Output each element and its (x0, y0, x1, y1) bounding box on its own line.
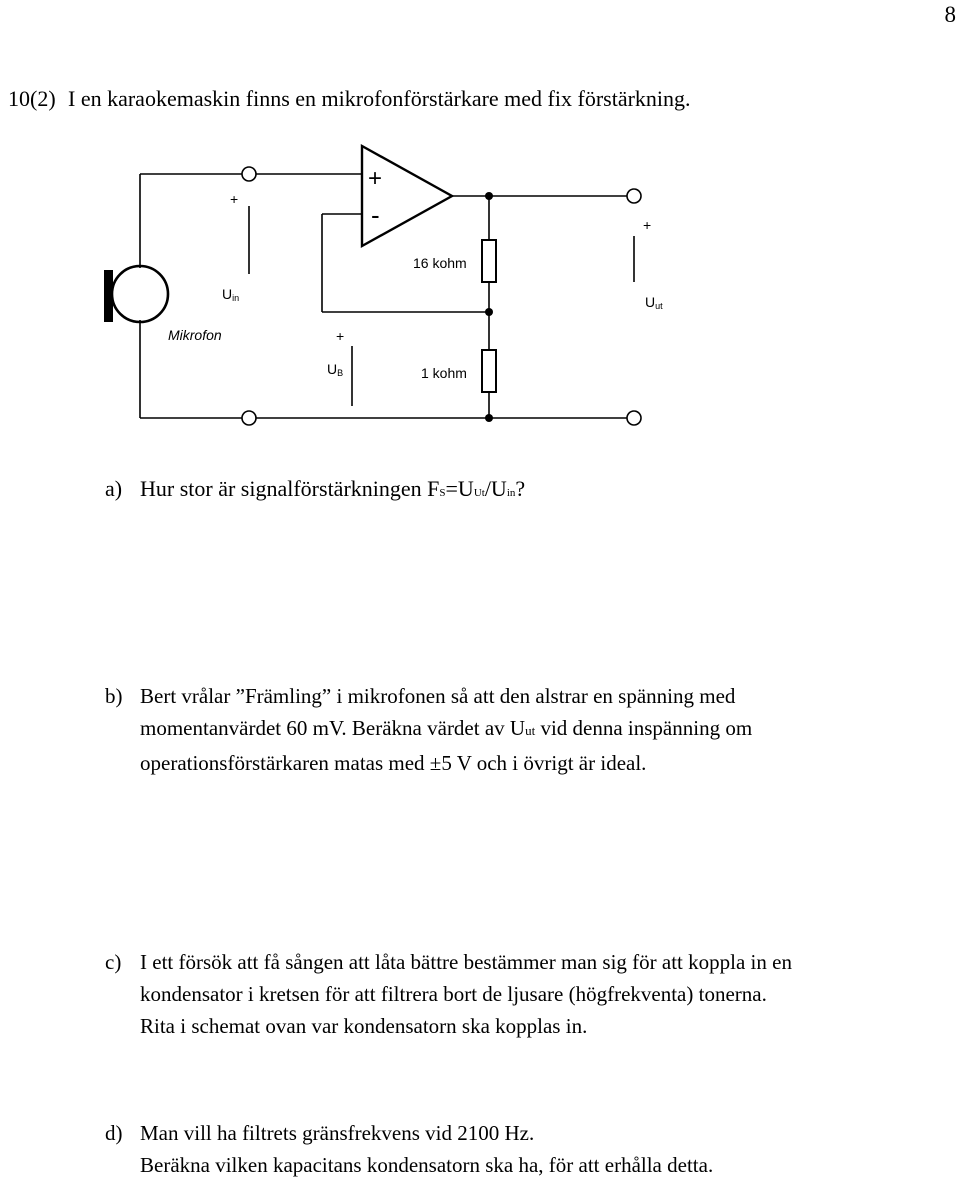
terminal-uut-bottom (627, 411, 641, 425)
part-a-text-mid2: /U (484, 476, 507, 501)
part-c-label: c) (105, 950, 122, 974)
terminal-uin-bottom (242, 411, 256, 425)
opamp-minus-label: - (371, 200, 380, 230)
terminal-uut-top (627, 189, 641, 203)
uin-label: Uin (222, 286, 240, 303)
circuit-diagram (0, 140, 960, 440)
junction-dot-divider (485, 308, 493, 316)
part-b-label: b) (105, 684, 123, 708)
part-d (105, 1117, 713, 1181)
uin-plus-label: + (230, 191, 239, 207)
junction-dot-output (485, 192, 493, 200)
part-a-sub-ut: Ut (473, 487, 485, 499)
part-a-sub-in: in (506, 487, 516, 499)
resistor-1k (482, 350, 496, 392)
opamp-triangle (362, 146, 452, 246)
part-a-text-post: ? (515, 476, 526, 501)
part-b-line2-post: vid denna inspänning om (535, 716, 753, 740)
ub-plus-label: + (336, 328, 345, 344)
question-heading (8, 86, 691, 112)
part-b-line2-sub: ut (525, 723, 536, 738)
part-c (105, 946, 792, 1042)
part-d-line1: Man vill ha filtrets gränsfrekvens vid 2100 Hz. (140, 1121, 535, 1145)
part-d-line2: Beräkna vilken kapacitans kondensatorn ska ha, för att erhålla detta. (140, 1153, 714, 1177)
part-c-line1: I ett försök att få sången att låta bättre bestämmer man sig för att koppla in en (140, 950, 792, 974)
part-b-line3: operationsförstärkaren matas med ±5 V och i övrigt är ideal. (140, 751, 647, 775)
question-title: I en karaokemaskin finns en mikrofonförstärkare med fix förstärkning. (68, 86, 691, 111)
resistor-16k (482, 240, 496, 282)
question-number: 10(2) (8, 86, 56, 111)
part-c-line3: Rita i schemat ovan var kondensatorn ska kopplas in. (140, 1014, 588, 1038)
part-d-label: d) (105, 1121, 123, 1145)
part-a-label: a) (105, 476, 123, 501)
part-a (105, 473, 525, 509)
part-a-sub-s: S (439, 487, 446, 499)
uut-plus-label: + (643, 217, 652, 233)
part-c-line2: kondensator i kretsen för att filtrera bort de ljusare (högfrekventa) tonerna. (140, 982, 767, 1006)
junction-dot-ground (485, 414, 493, 422)
part-a-text-pre: Hur stor är signalförstärkningen F (140, 476, 440, 501)
part-b (105, 680, 752, 779)
ub-label: UB (327, 361, 344, 378)
mic-label: Mikrofon (168, 327, 222, 343)
page-number: 8 (944, 2, 956, 27)
uut-label: Uut (645, 294, 663, 311)
resistor-16k-label: 16 kohm (413, 255, 467, 271)
part-b-line1: Bert vrålar ”Främling” i mikrofonen så att den alstrar en spänning med (140, 684, 736, 708)
part-b-line2-pre: momentanvärdet 60 mV. Beräkna värdet av U (140, 716, 526, 740)
terminal-uin-top (242, 167, 256, 181)
microphone-icon (112, 266, 168, 322)
microphone-diaphragm-icon (104, 270, 113, 322)
opamp-plus-label: + (368, 165, 383, 192)
part-a-text-mid1: =U (445, 476, 474, 501)
resistor-1k-label: 1 kohm (421, 365, 467, 381)
